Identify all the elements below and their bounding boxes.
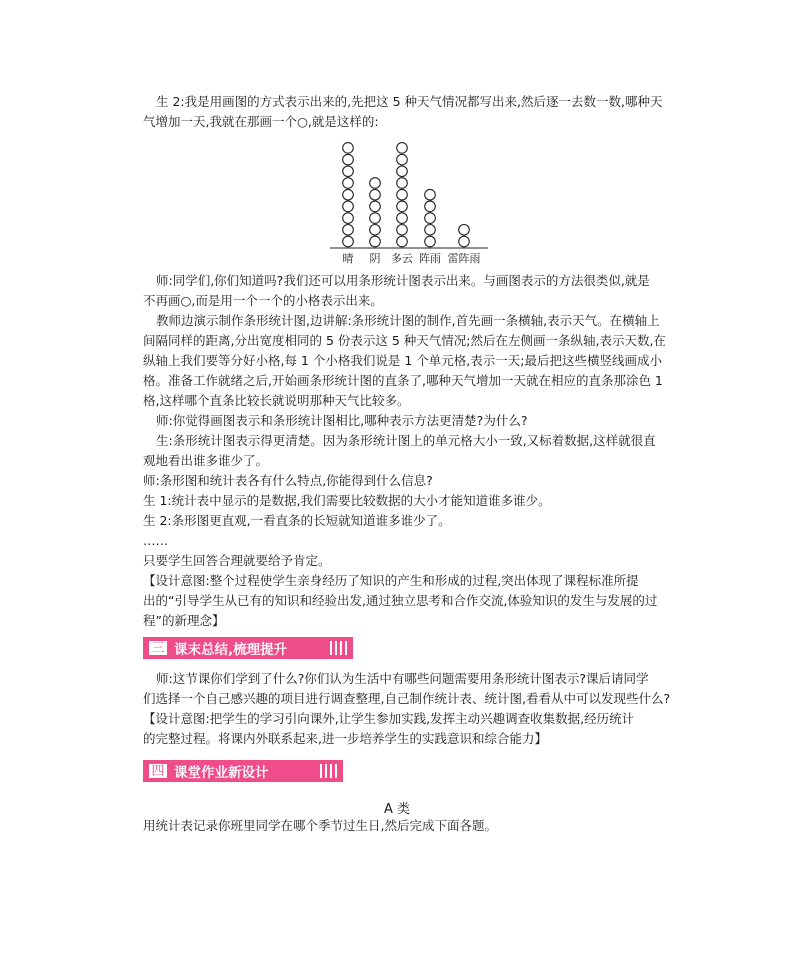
teacher-note: 只要学生回答合理就要给予肯定。 [143, 553, 331, 568]
text-line: 生:条形统计图表示得更清楚。因为条形统计图上的单元格大小一致,又标着数据,这样就很直 [156, 433, 656, 448]
exercise-instruction: 用统计表记录你班里同学在哪个季节过生日,然后完成下面各题。 [143, 818, 497, 833]
pictograph-circle [425, 201, 436, 212]
student-1-answer: 生 1:统计表中显示的是数据,我们需要比较数据的大小才能知道谁多谁少。 [143, 493, 551, 508]
pictograph-circle [370, 225, 381, 236]
pictograph-circle [397, 201, 408, 212]
student-2-answer: 生 2:条形图更直观,一看直条的长短就知道谁多谁少了。 [143, 513, 451, 528]
text-line: 出的“引导学生从已有的知识和经验出发,通过独立思考和合作交流,体验知识的发生与发展的过 [143, 593, 658, 608]
section-header-homework [143, 760, 343, 782]
pictograph-circle [459, 225, 470, 236]
ellipsis: …… [143, 533, 168, 548]
text-line: 纵轴上我们要等分好小格,每 1 个小格我们说是 1 个单元格,表示一天;最后把这些横竖线画成小 [143, 353, 662, 368]
text-line: 教师边演示制作条形统计图,边讲解:条形统计图的制作,首先画一条横轴,表示天气。在横轴上 [156, 313, 660, 328]
text-line: 观地看出谁多谁少了。 [143, 453, 269, 468]
text-line: 间隔同样的距离,分出宽度相同的 5 份表示这 5 种天气情况;然后在左侧画一条纵轴,表示天数,在 [143, 333, 666, 348]
pictograph-circle [425, 189, 436, 200]
text-line: 【设计意图:整个过程使学生亲身经历了知识的产生和形成的过程,突出体现了课程标准所提 [143, 573, 639, 588]
pictograph-circle [343, 178, 354, 189]
pictograph-circle [343, 201, 354, 212]
pictograph-circle [397, 154, 408, 165]
text-line: 生 2:我是用画图的方式表示出来的,先把这 5 种天气情况都写出来,然后逐一去数一数,哪种天 [156, 94, 663, 109]
teacher-question: 师:你觉得画图表示和条形统计图相比,哪种表示方法更清楚?为什么? [156, 413, 528, 428]
text-line: 格。准备工作就绪之后,开始画条形统计图的直条了,哪种天气增加一天就在相应的直条那涂色 1 [143, 373, 663, 388]
pictograph-circle [425, 225, 436, 236]
pictograph-label: 晴 [342, 252, 354, 265]
text-line: 们选择一个自己感兴趣的项目进行调查整理,自己制作统计表、统计图,看看从中可以发现些什么? [143, 691, 671, 706]
pictograph-circle [397, 143, 408, 154]
pictograph-circle [343, 143, 354, 154]
pictograph-circle [397, 225, 408, 236]
pictograph-circle [343, 189, 354, 200]
teacher-question-2: 师:条形图和统计表各有什么特点,你能得到什么信息? [143, 473, 433, 488]
pictograph-label: 多云 [391, 252, 413, 265]
pictograph-circle [343, 154, 354, 165]
pictograph-circle [425, 213, 436, 224]
pictograph-circle [397, 213, 408, 224]
text-line: 师:这节课你们学到了什么?你们认为生活中有哪些问题需要用条形统计图表示?课后请同学 [156, 671, 649, 686]
pictograph-circle [397, 166, 408, 177]
pictograph-circle [343, 213, 354, 224]
pictograph-circle [343, 166, 354, 177]
text-line: 【设计意图:把学生的学习引向课外,让学生参加实践,发挥主动兴趣调查收集数据,经历统计 [143, 711, 635, 726]
category-a-title: A 类 [383, 802, 411, 817]
text-line: 不再画○,而是用一个一个的小格表示出来。 [143, 293, 383, 308]
pictograph-circle [370, 189, 381, 200]
pictograph-circle [397, 189, 408, 200]
pictograph-circle [343, 225, 354, 236]
section-title: 课末总结,梳理提升 [174, 642, 288, 658]
pictograph-circle [397, 236, 408, 247]
text-line: 的完整过程。将课内外联系起来,进一步培养学生的实践意识和综合能力】 [143, 731, 547, 746]
pictograph-labels [343, 251, 481, 265]
section-header-summary [143, 637, 353, 659]
pictograph-circle [370, 178, 381, 189]
section-stripes [320, 764, 337, 778]
pictograph-circles [343, 143, 470, 247]
pictograph-label: 阴 [369, 252, 381, 265]
text-line: 程”的新理念】 [143, 613, 225, 628]
text-line: 格,这样哪个直条比较长就说明那种天气比较多。 [143, 393, 410, 408]
section-number: 四 [148, 763, 168, 779]
section-stripes [330, 641, 347, 655]
pictograph-circle [370, 236, 381, 247]
pictograph-circle [459, 236, 470, 247]
pictograph-circle [425, 236, 436, 247]
weather-pictograph [330, 128, 500, 268]
pictograph-circle [370, 213, 381, 224]
pictograph-label: 阵雨 [419, 252, 441, 265]
section-title: 课堂作业新设计 [174, 765, 269, 781]
text-line: 师:同学们,你们知道吗?我们还可以用条形统计图表示出来。与画图表示的方法很类似,就是 [156, 273, 650, 288]
section-number: 三 [148, 640, 168, 656]
pictograph-circle [397, 178, 408, 189]
pictograph-circle [370, 201, 381, 212]
pictograph-circle [343, 236, 354, 247]
text-line: 气增加一天,我就在那画一个○,就是这样的: [143, 114, 379, 129]
pictograph-label: 雷阵雨 [447, 252, 481, 265]
